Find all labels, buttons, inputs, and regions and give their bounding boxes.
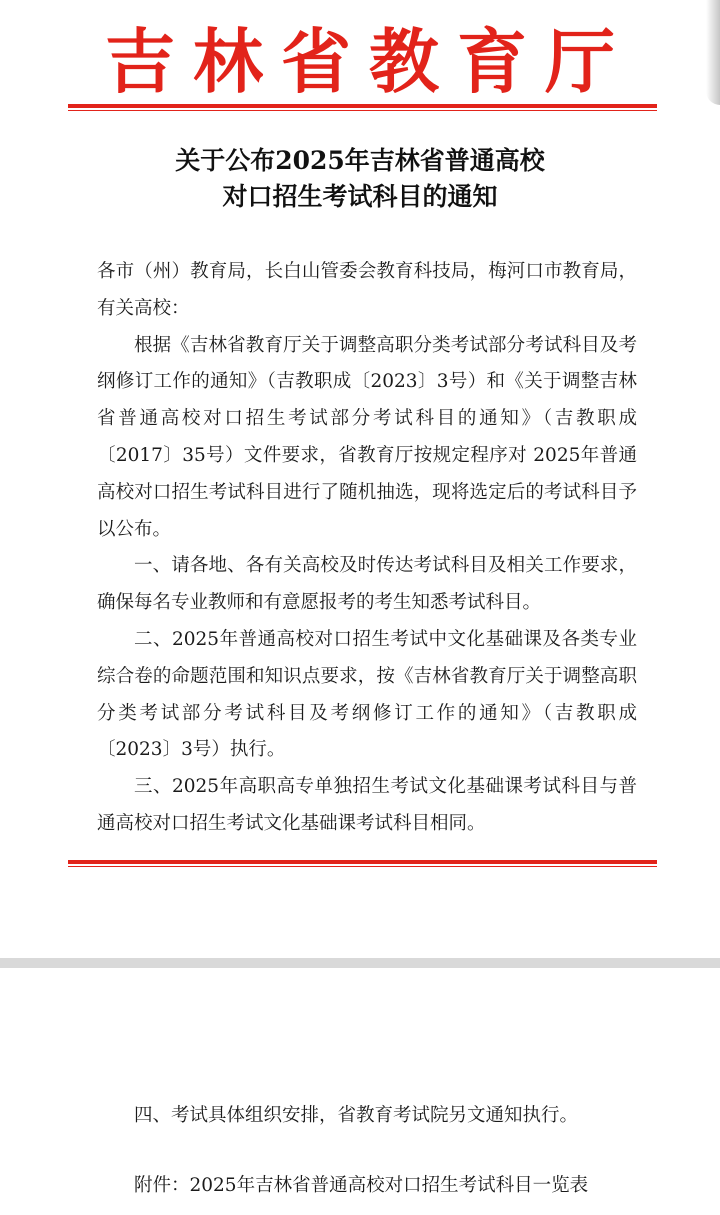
document-body bbox=[97, 254, 637, 843]
footer-red-rule bbox=[68, 860, 657, 867]
paragraph-basis: 根据《吉林省教育厅关于调整高职分类考试部分考试科目及考纲修订工作的通知》（吉教职成〔2023〕3号）和《关于调整吉林省普通高校对口招生考试部分考试科目的通知》（吉教职成〔2017〕35号）文件要求，省教育厅按规定程序对 2025年普通高校对口招生考试科目进行了随机抽选，现将选定后的考试科目予以公布。 bbox=[97, 334, 637, 540]
paragraph-item-4: 四、考试具体组织安排，省教育考试院另文通知执行。 bbox=[134, 1105, 579, 1126]
salutation: 各市（州）教育局，长白山管委会教育科技局，梅河口市教育局，有关高校： bbox=[97, 261, 637, 319]
paragraph-item-2: 二、2025年普通高校对口招生考试中文化基础课及各类专业综合卷的命题范围和知识点要求，按《吉林省教育厅关于调整高职分类考试部分考试科目及考纲修订工作的通知》（吉教职成〔2023〕3号）执行。 bbox=[97, 628, 637, 761]
paragraph-item-3: 三、2025年高职高专单独招生考试文化基础课考试科目与普通高校对口招生考试文化基础课考试科目相同。 bbox=[97, 776, 637, 834]
attachment-line: 附件：2025年吉林省普通高校对口招生考试科目一览表 bbox=[134, 1175, 589, 1196]
document-title bbox=[0, 143, 720, 215]
paragraph-item-1: 一、请各地、各有关高校及时传达考试科目及相关工作要求，确保每名专业教师和有意愿报考的考生知悉考试科目。 bbox=[97, 555, 637, 614]
page-separator bbox=[0, 958, 720, 968]
letterhead-red-rule bbox=[68, 104, 657, 111]
document-title-line-1: 关于公布2025年吉林省普通高校 bbox=[175, 146, 545, 175]
document-title-line-2: 对口招生考试科目的通知 bbox=[222, 182, 498, 211]
letterhead-title: 吉林省教育厅 bbox=[105, 20, 633, 103]
